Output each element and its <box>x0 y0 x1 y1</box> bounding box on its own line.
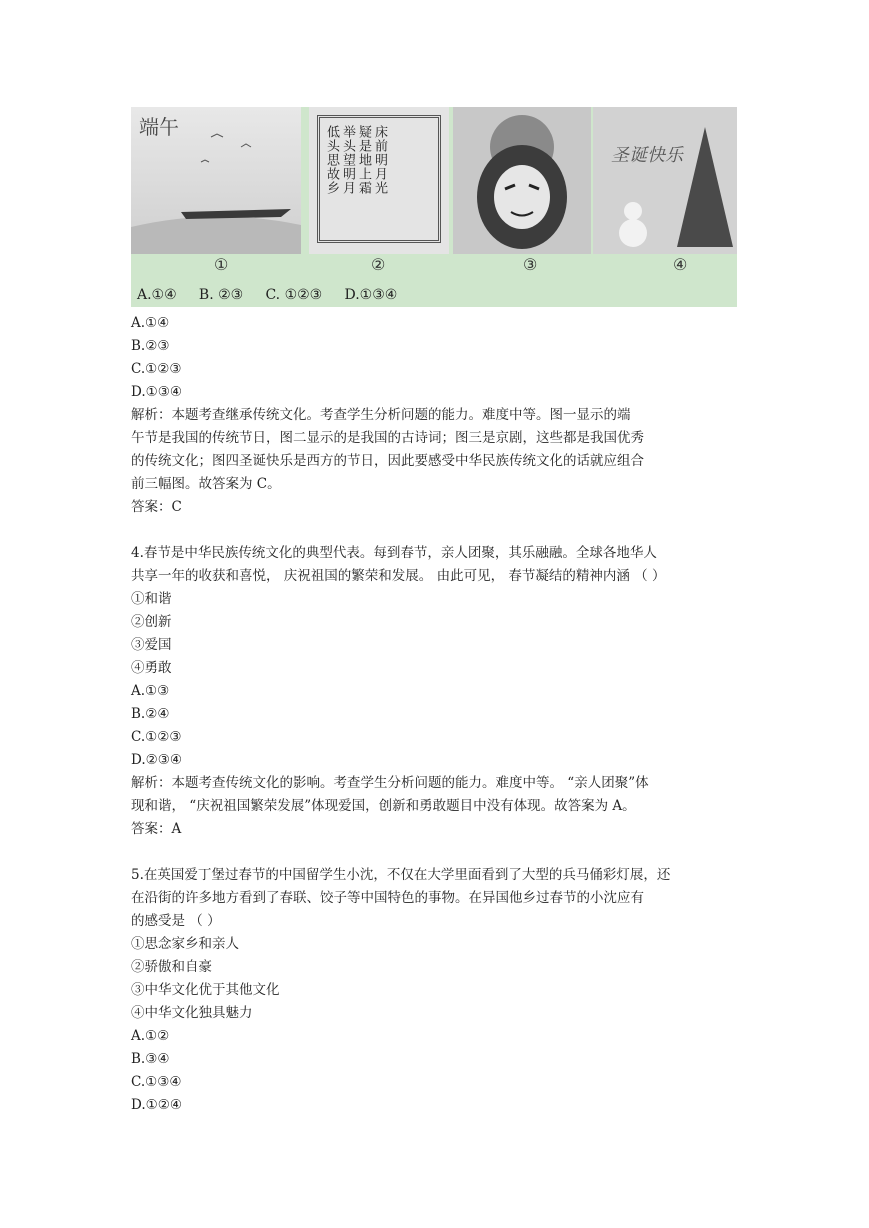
text-line: 解析：本题考查继承传统文化。考查学生分析问题的能力。难度中等。图一显示的端 <box>131 407 631 423</box>
text-line: A.①③ <box>131 683 170 699</box>
text-line: A.①④ <box>131 315 170 331</box>
text-line: 5.在英国爱丁堡过春节的中国留学生小沈，不仅在大学里面看到了大型的兵马俑彩灯展，还 <box>131 867 671 883</box>
text-line: 答案：C <box>131 499 182 515</box>
text-line: B.③④ <box>131 1051 170 1067</box>
text-line: 解析：本题考查传统文化的影响。考查学生分析问题的能力。难度中等。 “亲人团聚”体 <box>131 775 649 791</box>
peking-opera-mask-image <box>453 107 591 254</box>
text-line: 4.春节是中华民族传统文化的典型代表。每到春节，亲人团聚，其乐融融。全球各地华人 <box>131 545 657 561</box>
figure-number-4: ④ <box>673 255 688 274</box>
text-line: ④中华文化独具魅力 <box>131 1005 253 1021</box>
text-line: ④勇敢 <box>131 660 172 676</box>
text-line: 答案：A <box>131 821 182 837</box>
dragon-boat-image <box>131 107 301 254</box>
text-line: 现和谐， “庆祝祖国繁荣发展”体现爱国，创新和勇敢题目中没有体现。故答案为 A。 <box>131 798 636 814</box>
text-line: D.①③④ <box>131 384 182 400</box>
text-line: ①和谐 <box>131 591 172 607</box>
poem-text: 床前明月光疑是地上霜举头望明月低头思故乡 <box>324 125 387 195</box>
text-line: 的感受是 （ ） <box>131 913 221 929</box>
text-line: 在沿街的许多地方看到了春联、饺子等中国特色的事物。在异国他乡过春节的小沈应有 <box>131 890 644 906</box>
text-line: B.②③ <box>131 338 170 354</box>
figure-choices: A.①④ B. ②③ C. ①②③ D.①③④ <box>137 287 398 303</box>
duanwu-text: 端午 <box>139 115 179 139</box>
poem-image <box>309 107 449 254</box>
text-line: C.①③④ <box>131 1074 182 1090</box>
text-line: C.①②③ <box>131 361 182 377</box>
text-line: C.①②③ <box>131 729 182 745</box>
document-text <box>131 312 751 1117</box>
text-line: ②创新 <box>131 614 172 630</box>
figure-number-2: ② <box>371 255 386 274</box>
text-line: 共享一年的收获和喜悦， 庆祝祖国的繁荣和发展。 由此可见， 春节凝结的精神内涵 （ ） <box>131 568 666 584</box>
blank-line <box>131 841 751 864</box>
text-line: B.②④ <box>131 706 170 722</box>
text-line: D.①②④ <box>131 1097 182 1113</box>
figure-number-1: ① <box>214 255 229 274</box>
christmas-image <box>593 107 737 254</box>
text-line: ①思念家乡和亲人 <box>131 936 239 952</box>
figure-number-3: ③ <box>523 255 538 274</box>
text-line: ③爱国 <box>131 637 172 653</box>
text-line: ②骄傲和自豪 <box>131 959 212 975</box>
blank-line <box>131 519 751 542</box>
christmas-text: 圣诞快乐 <box>611 145 683 166</box>
text-line: 午节是我国的传统节日，图二显示的是我国的古诗词；图三是京剧，这些都是我国优秀 <box>131 430 644 446</box>
text-line: 的传统文化；图四圣诞快乐是西方的节日，因此要感受中华民族传统文化的话就应组合 <box>131 453 644 469</box>
question-figure <box>131 107 737 307</box>
text-line: 前三幅图。故答案为 C。 <box>131 476 281 492</box>
text-line: ③中华文化优于其他文化 <box>131 982 280 998</box>
text-line: D.②③④ <box>131 752 182 768</box>
text-line: A.①② <box>131 1028 170 1044</box>
